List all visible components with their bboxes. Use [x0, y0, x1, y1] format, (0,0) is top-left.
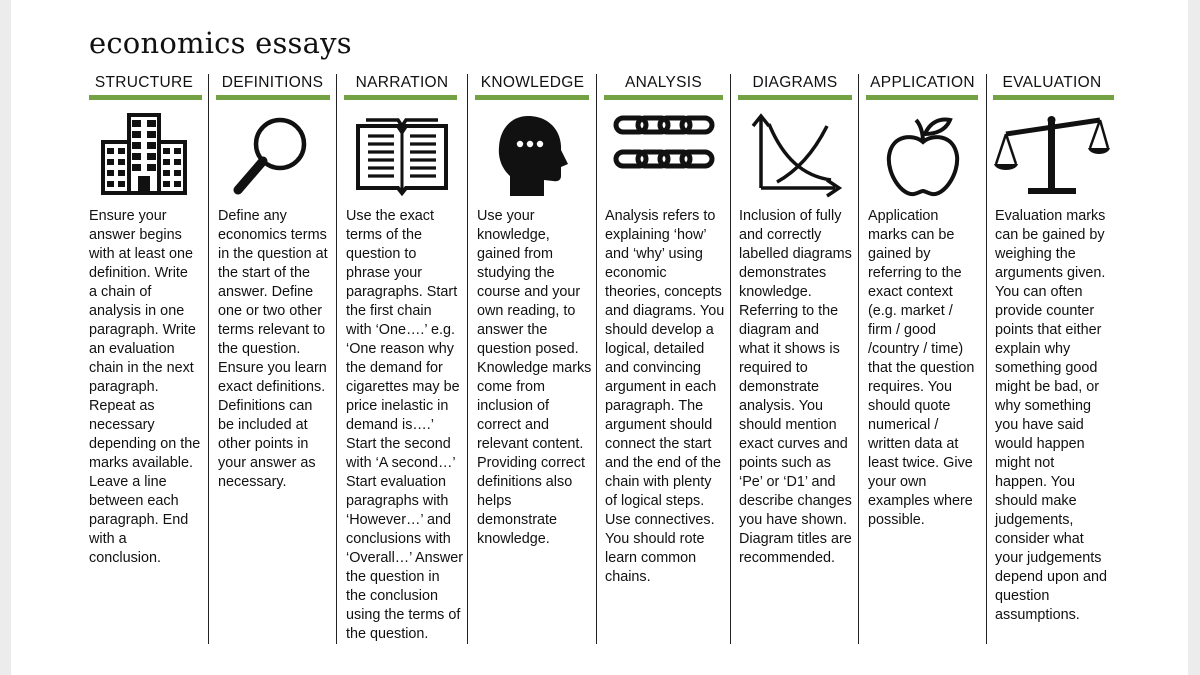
body-line: paragraph. The: [605, 398, 704, 414]
body-line: explaining ‘how’: [605, 227, 707, 243]
body-line: recommended.: [739, 550, 835, 566]
body-line: Analysis refers to: [605, 208, 716, 224]
column-header: DEFINITIONS: [221, 74, 324, 91]
body-line: written data at: [868, 436, 959, 452]
header-underline: [993, 95, 1114, 100]
body-line: of logical steps.: [605, 493, 705, 509]
body-line: knowledge.: [477, 531, 550, 547]
body-line: demonstrates: [739, 265, 827, 281]
body-line: answer the: [477, 322, 548, 338]
body-line: Referring to the: [739, 303, 839, 319]
body-line: paragraphs. Start: [346, 284, 458, 300]
body-line: Application: [868, 208, 939, 224]
body-line: the first chain: [346, 303, 432, 319]
body-line: you have said: [995, 417, 1084, 433]
body-line: weighing the: [995, 246, 1076, 262]
body-line: and the end of the: [605, 455, 722, 471]
body-line: provide counter: [995, 303, 1095, 319]
column-body: [739, 207, 852, 568]
column-analysis: [596, 74, 730, 644]
body-line: Use connectives.: [605, 512, 715, 528]
body-line: answer. Define: [218, 284, 314, 300]
header-underline: [604, 95, 723, 100]
body-line: should make: [995, 493, 1077, 509]
column-application: [858, 74, 986, 644]
column-header: EVALUATION: [1002, 74, 1102, 91]
body-line: (e.g. market /: [868, 303, 953, 319]
body-line: Start the second: [346, 436, 451, 452]
body-line: analysis in one: [89, 303, 185, 319]
body-line: why something: [995, 398, 1091, 414]
column-header: KNOWLEDGE: [480, 74, 585, 91]
body-line: depending on the: [89, 436, 201, 452]
body-line: other points in: [218, 436, 309, 452]
body-line: Define any: [218, 208, 287, 224]
body-line: question to: [346, 246, 417, 262]
body-line: definition. Write: [89, 265, 188, 281]
body-line: theories, concepts: [605, 284, 722, 300]
body-line: paragraphs with: [346, 493, 449, 509]
body-line: with a: [89, 531, 127, 547]
body-line: can be gained by: [995, 227, 1105, 243]
body-line: ‘One reason why: [346, 341, 454, 357]
body-line: might not: [995, 455, 1055, 471]
body-line: argument should: [605, 417, 713, 433]
body-line: the question.: [346, 626, 429, 642]
body-line: you have shown.: [739, 512, 848, 528]
column-body: [477, 207, 591, 549]
page-title: economics essays: [89, 26, 352, 60]
body-line: Providing correct: [477, 455, 585, 471]
body-line: something good: [995, 360, 1098, 376]
body-line: demonstrate: [739, 379, 819, 395]
header-underline: [344, 95, 457, 100]
header-underline: [216, 95, 330, 100]
column-diagrams: [730, 74, 859, 644]
body-line: connect the start: [605, 436, 712, 452]
body-line: Repeat as: [89, 398, 155, 414]
body-line: depend upon and: [995, 569, 1108, 585]
body-line: terms of the: [346, 227, 422, 243]
column-header: ANALYSIS: [624, 74, 703, 91]
body-line: chain in the next: [89, 360, 194, 376]
body-line: gained by: [868, 246, 931, 262]
body-line: should develop a: [605, 322, 714, 338]
body-line: happen. You: [995, 474, 1076, 490]
body-line: with ‘One….’ e.g.: [346, 322, 456, 338]
body-line: diagram and: [739, 322, 819, 338]
body-line: exact curves and: [739, 436, 848, 452]
body-line: marks can be: [868, 227, 955, 243]
column-knowledge: [467, 74, 597, 644]
body-line: your judgements: [995, 550, 1102, 566]
column-body: [605, 207, 724, 587]
body-line: judgements,: [995, 512, 1074, 528]
body-line: question posed.: [477, 341, 579, 357]
body-line: an evaluation: [89, 341, 175, 357]
body-line: describe changes: [739, 493, 852, 509]
body-line: inclusion of: [477, 398, 549, 414]
body-line: what it shows is: [739, 341, 840, 357]
body-line: and diagrams. You: [605, 303, 725, 319]
body-line: points that either: [995, 322, 1102, 338]
body-line: come from: [477, 379, 545, 395]
body-line: conclusion.: [89, 550, 161, 566]
body-line: chain with plenty: [605, 474, 712, 490]
column-body: [995, 207, 1107, 625]
body-line: Use your: [477, 208, 535, 224]
column-evaluation: [986, 74, 1117, 644]
body-line: correct and: [477, 417, 549, 433]
body-line: studying the: [477, 265, 555, 281]
body-line: the demand for: [346, 360, 443, 376]
body-line: consider what: [995, 531, 1084, 547]
column-body: [346, 207, 463, 644]
body-line: helps: [477, 493, 512, 509]
body-line: demonstrate: [477, 512, 557, 528]
body-line: in the question at: [218, 246, 328, 262]
column-header: NARRATION: [355, 74, 449, 91]
body-line: logical, detailed: [605, 341, 705, 357]
body-line: chains.: [605, 569, 651, 585]
body-line: labelled diagrams: [739, 246, 852, 262]
body-line: firm / good: [868, 322, 936, 338]
body-line: marks available.: [89, 455, 193, 471]
body-line: definitions also: [477, 474, 573, 490]
body-line: might be bad, or: [995, 379, 1099, 395]
body-line: possible.: [868, 512, 925, 528]
body-line: assumptions.: [995, 607, 1080, 623]
body-line: conclusions with: [346, 531, 451, 547]
body-line: the conclusion: [346, 588, 439, 604]
body-line: Evaluation marks: [995, 208, 1106, 224]
body-line: using the terms of: [346, 607, 461, 623]
body-line: demand is….’: [346, 417, 434, 433]
body-line: the question in: [346, 569, 440, 585]
body-line: paragraph.: [89, 379, 159, 395]
body-line: arguments given.: [995, 265, 1106, 281]
body-line: Ensure you learn: [218, 360, 327, 376]
body-line: answer begins: [89, 227, 182, 243]
body-line: a chain of: [89, 284, 152, 300]
body-line: Knowledge marks: [477, 360, 592, 376]
body-line: between each: [89, 493, 179, 509]
body-line: learn common: [605, 550, 697, 566]
body-line: phrase your: [346, 265, 422, 281]
body-line: least twice. Give: [868, 455, 973, 471]
body-line: cigarettes may be: [346, 379, 460, 395]
body-line: be included at: [218, 417, 308, 433]
body-line: relevant content.: [477, 436, 584, 452]
column-body: [218, 207, 328, 492]
body-line: own reading, to: [477, 303, 576, 319]
body-line: exact definitions.: [218, 379, 326, 395]
body-line: You should rote: [605, 531, 705, 547]
body-line: ‘Overall…’ Answer: [346, 550, 464, 566]
body-line: and correctly: [739, 227, 822, 243]
body-line: economic: [605, 265, 667, 281]
body-line: requires. You: [868, 379, 953, 395]
body-line: Ensure your: [89, 208, 167, 224]
body-line: with ‘A second…’: [346, 455, 456, 471]
body-line: economics terms: [218, 227, 327, 243]
body-line: Start evaluation: [346, 474, 446, 490]
body-line: your answer as: [218, 455, 316, 471]
body-line: Inclusion of fully: [739, 208, 842, 224]
body-line: question: [995, 588, 1050, 604]
body-line: that the question: [868, 360, 975, 376]
body-line: referring to the: [868, 265, 962, 281]
column-structure: [80, 74, 208, 644]
body-line: Leave a line: [89, 474, 167, 490]
body-line: paragraph. Write: [89, 322, 196, 338]
header-underline: [738, 95, 852, 100]
body-line: gained from: [477, 246, 553, 262]
body-line: exact context: [868, 284, 953, 300]
body-line: the start of the: [218, 265, 310, 281]
body-line: and ‘why’ using: [605, 246, 703, 262]
body-line: examples where: [868, 493, 973, 509]
body-line: should quote: [868, 398, 951, 414]
body-line: Use the exact: [346, 208, 434, 224]
column-narration: [336, 74, 467, 644]
body-line: price inelastic in: [346, 398, 449, 414]
body-line: the question.: [218, 341, 301, 357]
body-line: necessary: [89, 417, 155, 433]
body-line: explain why: [995, 341, 1071, 357]
column-header: APPLICATION: [870, 74, 975, 91]
header-underline: [89, 95, 202, 100]
body-line: course and your: [477, 284, 581, 300]
body-line: necessary.: [218, 474, 287, 490]
body-line: argument in each: [605, 379, 717, 395]
body-line: should mention: [739, 417, 837, 433]
body-line: and convincing: [605, 360, 702, 376]
body-line: analysis. You: [739, 398, 824, 414]
body-line: You can often: [995, 284, 1083, 300]
body-line: required to: [739, 360, 808, 376]
column-body: [868, 207, 974, 530]
column-header: STRUCTURE: [94, 74, 194, 91]
body-line: paragraph. End: [89, 512, 189, 528]
column-header: DIAGRAMS: [752, 74, 838, 91]
body-line: numerical /: [868, 417, 939, 433]
body-line: Definitions can: [218, 398, 313, 414]
body-line: terms relevant to: [218, 322, 326, 338]
header-underline: [475, 95, 589, 100]
header-underline: [866, 95, 978, 100]
body-line: your own: [868, 474, 927, 490]
body-line: points such as: [739, 455, 831, 471]
column-body: [89, 207, 200, 568]
column-definitions: [208, 74, 336, 644]
body-line: ‘However…’ and: [346, 512, 452, 528]
body-line: knowledge.: [739, 284, 812, 300]
body-line: would happen: [995, 436, 1085, 452]
body-line: knowledge,: [477, 227, 550, 243]
body-line: Diagram titles are: [739, 531, 852, 547]
body-line: with at least one: [89, 246, 193, 262]
body-line: /country / time): [868, 341, 964, 357]
body-line: ‘Pe’ or ‘D1’ and: [739, 474, 836, 490]
body-line: one or two other: [218, 303, 322, 319]
